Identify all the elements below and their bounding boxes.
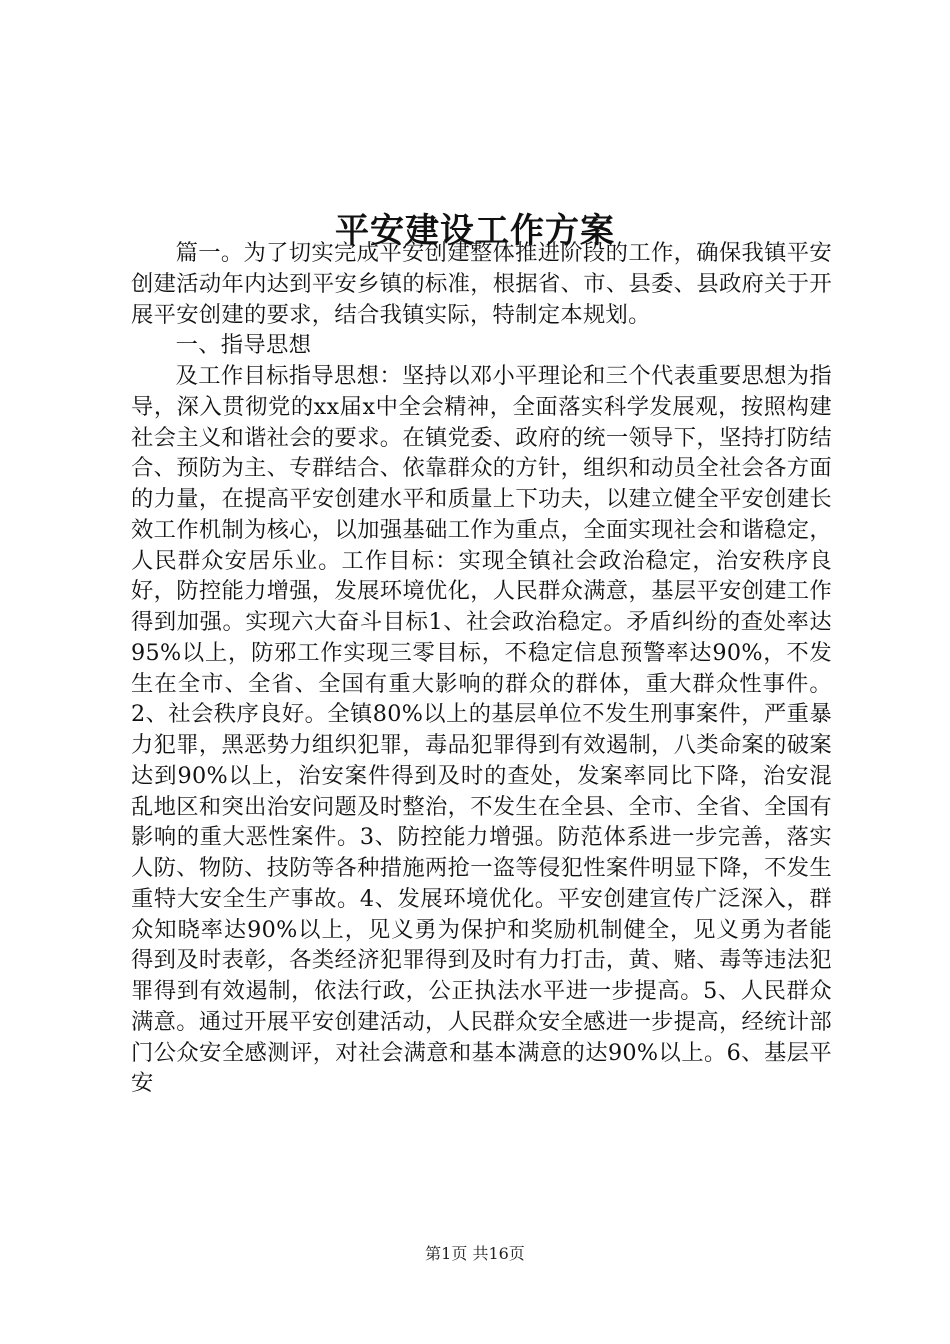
paragraph-intro: 篇一。为了切实完成平安创建整体推进阶段的工作，确保我镇平安创建活动年内达到平安乡镇的标准，根据省、市、县委、县政府关于开展平安创建的要求，结合我镇实际，特制定本规划。 [131, 240, 832, 328]
document-title: 平安建设工作方案 [335, 210, 615, 251]
document-body [131, 238, 832, 1099]
paragraph-guiding-ideas: 及工作目标指导思想：坚持以邓小平理论和三个代表重要思想为指导，深入贯彻党的xx届x中全会精神，全面落实科学发展观，按照构建社会主义和谐社会的要求。在镇党委、政府的统一领导下，坚持打防结合、预防为主、专群结合、依靠群众的方针，组织和动员全社会各方面的力量，在提高平安创建水平和质量上下功夫，以建立健全平安创建长效工作机制为核心，以加强基础工作为重点，全面实现社会和谐稳定，人民群众安居乐业。工作目标：实现全镇社会政治稳定，治安秩序良好，防控能力增强，发展环境优化，人民群众满意，基层平安创建工作得到加强。实现六大奋斗目标1、社会政治稳定。矛盾纠纷的查处率达95%以上，防邪工作实现三零目标，不稳定信息预警率达90%，不发生在全市、全省、全国有重大影响的群众的群体，重大群众性事件。2、社会秩序良好。全镇80%以上的基层单位不发生刑事案件，严重暴力犯罪，黑恶势力组织犯罪，毒品犯罪得到有效遏制，八类命案的破案达到90%以上，治安案件得到及时的查处，发案率同比下降，治安混乱地区和突出治安问题及时整治，不发生在全县、全市、全省、全国有影响的重大恶性案件。3、防控能力增强。防范体系进一步完善，落实人防、物防、技防等各种措施两抢一盗等侵犯性案件明显下降，不发生重特大安全生产事故。4、发展环境优化。平安创建宣传广泛深入，群众知晓率达90%以上，见义勇为保护和奖励机制健全，见义勇为者能得到及时表彰，各类经济犯罪得到及时有力打击，黄、赌、毒等违法犯罪得到有效遏制，依法行政，公正执法水平进一步提高。5、人民群众满意。通过开展平安创建活动，人民群众安全感进一步提高，经统计部门公众安全感测评，对社会满意和基本满意的达90%以上。6、基层平安 [131, 363, 832, 1097]
page-number: 第1页 共16页 [425, 1244, 525, 1263]
section-heading: 一、指导思想 [175, 332, 312, 359]
